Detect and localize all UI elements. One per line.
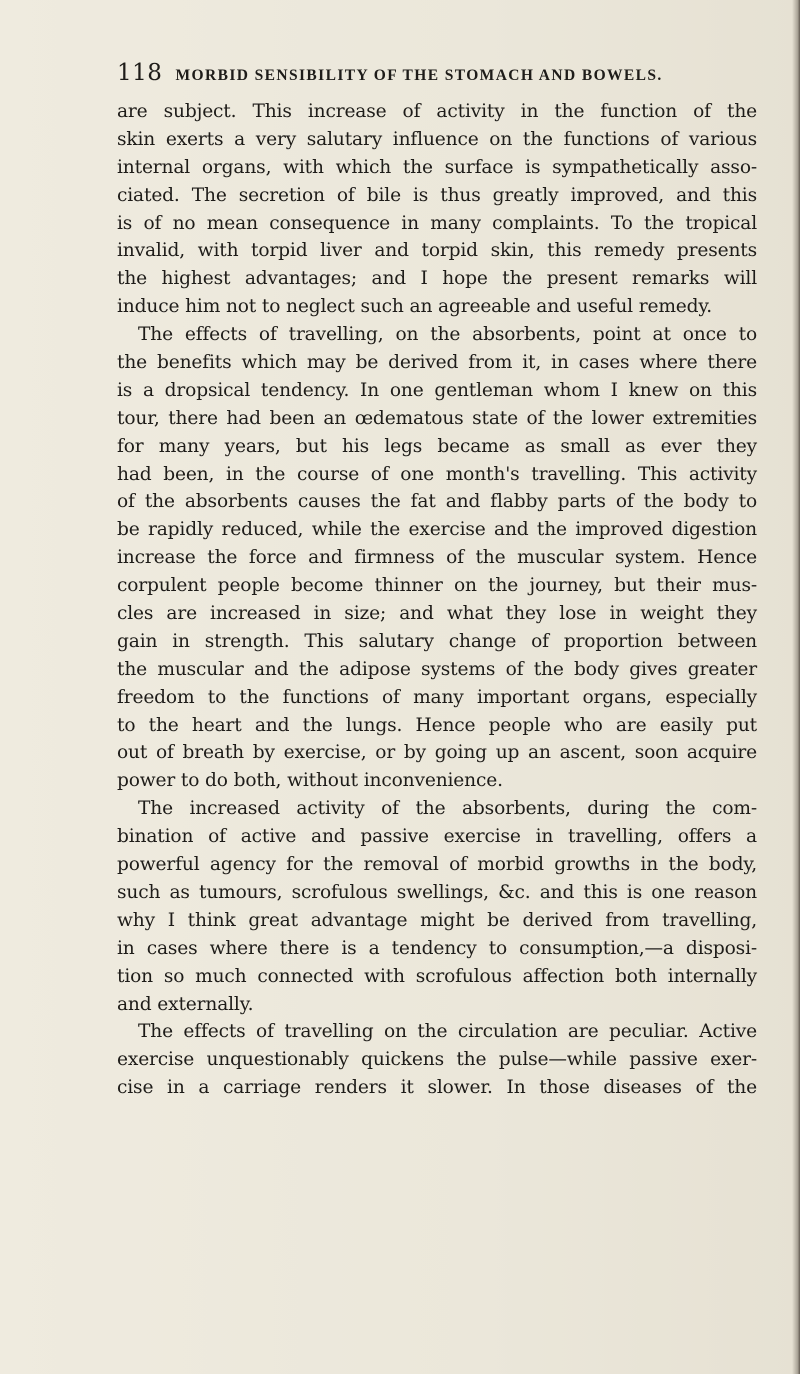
paragraph xyxy=(117,795,757,1018)
text-line: tion so much connected with scrofulous affection both internally xyxy=(117,965,757,987)
text-line: and externally. xyxy=(117,993,254,1015)
text-line: is of no mean consequence in many complaints. To the tropical xyxy=(117,212,757,234)
running-head xyxy=(117,60,737,92)
text-line: power to do both, without inconvenience. xyxy=(117,770,503,792)
text-line: freedom to the functions of many important organs, especially xyxy=(117,686,757,708)
text-line: skin exerts a very salutary influence on the functions of various xyxy=(117,128,757,150)
text-line: ciated. The secretion of bile is thus greatly improved, and this xyxy=(117,184,757,206)
text-line: for many years, but his legs became as small as ever they xyxy=(117,435,757,457)
text-line: such as tumours, scrofulous swellings, &c. and this is one reason xyxy=(117,881,757,903)
text-line: tour, there had been an œdematous state of the lower extremities xyxy=(117,407,757,429)
paragraph xyxy=(117,98,757,321)
text-line: The effects of travelling on the circulation are peculiar. Active xyxy=(138,1021,757,1043)
body-text xyxy=(117,98,757,1102)
paragraph xyxy=(117,321,757,795)
text-line: out of breath by exercise, or by going up an ascent, soon acquire xyxy=(117,742,757,764)
running-title: MORBID SENSIBILITY OF THE STOMACH AND BOWELS. xyxy=(175,67,663,84)
text-line: corpulent people become thinner on the journey, but their mus- xyxy=(117,575,757,597)
text-line: in cases where there is a tendency to consumption,—a disposi- xyxy=(117,937,757,959)
text-line: cles are increased in size; and what they lose in weight they xyxy=(117,603,757,625)
text-line: the muscular and the adipose systems of the body gives greater xyxy=(117,658,757,680)
text-line: why I think great advantage might be derived from travelling, xyxy=(117,909,757,931)
text-line: increase the force and firmness of the muscular system. Hence xyxy=(117,547,757,569)
text-line: gain in strength. This salutary change of proportion between xyxy=(117,630,757,652)
paragraph xyxy=(117,1018,757,1102)
text-line: be rapidly reduced, while the exercise and the improved digestion xyxy=(117,519,757,541)
page-edge-shadow xyxy=(792,0,800,1374)
text-line: The effects of travelling, on the absorbents, point at once to xyxy=(138,324,757,346)
text-line: of the absorbents causes the fat and flabby parts of the body to xyxy=(117,491,757,513)
text-line: bination of active and passive exercise in travelling, offers a xyxy=(117,826,757,848)
text-line: are subject. This increase of activity in the function of the xyxy=(117,101,757,122)
text-line: internal organs, with which the surface is sympathetically asso- xyxy=(117,156,757,178)
text-line: the highest advantages; and I hope the present remarks will xyxy=(117,268,757,290)
text-line: The increased activity of the absorbents, during the com- xyxy=(138,798,757,820)
text-line: the benefits which may be derived from it, in cases where there xyxy=(117,352,757,374)
text-line: invalid, with torpid liver and torpid skin, this remedy presents xyxy=(117,240,757,262)
text-line: is a dropsical tendency. In one gentleman whom I knew on this xyxy=(117,379,757,401)
text-line: cise in a carriage renders it slower. In those diseases of the xyxy=(117,1077,757,1099)
text-line: exercise unquestionably quickens the pulse—while passive exer- xyxy=(117,1049,757,1071)
text-line: had been, in the course of one month's travelling. This activity xyxy=(117,463,757,485)
text-line: to the heart and the lungs. Hence people who are easily put xyxy=(117,714,757,736)
text-line: induce him not to neglect such an agreeable and useful remedy. xyxy=(117,296,713,318)
text-line: powerful agency for the removal of morbid growths in the body, xyxy=(117,854,757,876)
page-number: 118 xyxy=(117,60,163,86)
